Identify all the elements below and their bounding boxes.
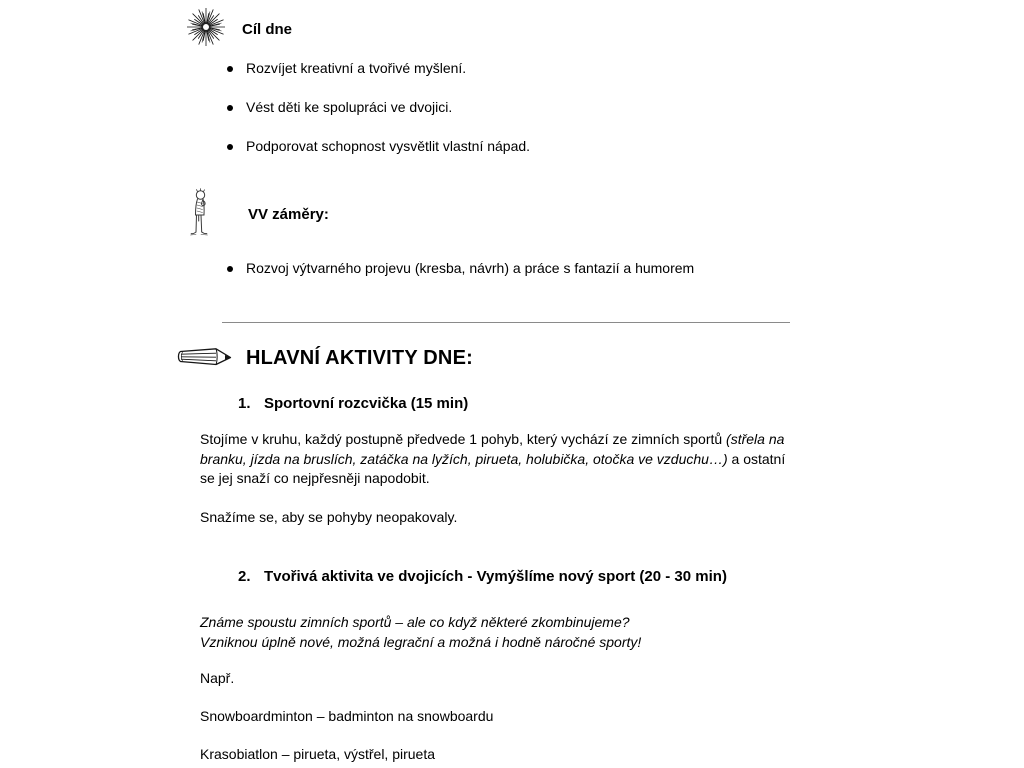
activity-1-number: 1.: [238, 395, 251, 412]
vv-bullet-item: [224, 258, 804, 279]
activity-2-title: Tvořivá aktivita ve dvojicích - Vymýšlíme nový sport (20 - 30 min): [264, 568, 727, 585]
starburst-icon: [186, 7, 226, 47]
person-sketch-icon: [187, 188, 213, 240]
activity-2-intro-line2: Vzniknou úplně nové, možná legrační a možná i hodně náročné sporty!: [200, 633, 642, 650]
goal-bullet-item: [224, 136, 784, 157]
example-label: Např.: [200, 670, 235, 686]
activity-2-intro: [200, 613, 798, 652]
horizontal-divider: [222, 322, 790, 323]
activity-1-paragraph-start: Stojíme v kruhu, každý postupně předvede 1 pohyb, který vychází ze zimních sportů: [200, 431, 727, 447]
activity-1-title: Sportovní rozcvička (15 min): [264, 395, 469, 412]
activity-1-paragraph-end: a ostatní se jej snaží co nejpřesněji napodobit.: [200, 450, 786, 486]
goal-bullet-text: Podporovat schopnost vysvětlit vlastní nápad.: [246, 138, 531, 154]
goal-bullet-list: [224, 58, 784, 175]
vv-bullet-text: Rozvoj výtvarného projevu (kresba, návrh) a práce s fantazií a humorem: [246, 260, 695, 276]
example-item: Krasobiatlon – pirueta, výstřel, pirueta: [200, 746, 436, 762]
activity-2-intro-line1: Známe spoustu zimních sportů – ale co když některé zkombinujeme?: [200, 614, 630, 630]
goal-bullet-item: [224, 58, 784, 79]
activity-1-note: Snažíme se, aby se pohyby neopakovaly.: [200, 509, 458, 525]
activity-2-heading: [238, 567, 818, 586]
activity-2-number: 2.: [238, 568, 251, 585]
goal-bullet-text: Rozvíjet kreativní a tvořivé myšlení.: [246, 60, 467, 76]
activity-1-paragraph: [200, 430, 798, 489]
example-item: Snowboardminton – badminton na snowboardu: [200, 708, 494, 724]
pencil-icon: [175, 344, 233, 371]
goal-bullet-item: [224, 97, 784, 118]
main-section-title: HLAVNÍ AKTIVITY DNE:: [246, 347, 473, 369]
activity-1-heading: [238, 394, 798, 413]
activity-1-paragraph-italic: (střela na branku, jízda na bruslích, zatáčka na lyžích, pirueta, holubička, otočka ve vzduchu…): [200, 431, 785, 467]
vv-bullet-list: [224, 258, 804, 297]
goal-section-title: Cíl dne: [242, 21, 293, 38]
vv-section-title: VV záměry:: [248, 206, 329, 223]
goal-bullet-text: Vést děti ke spolupráci ve dvojici.: [246, 99, 453, 115]
